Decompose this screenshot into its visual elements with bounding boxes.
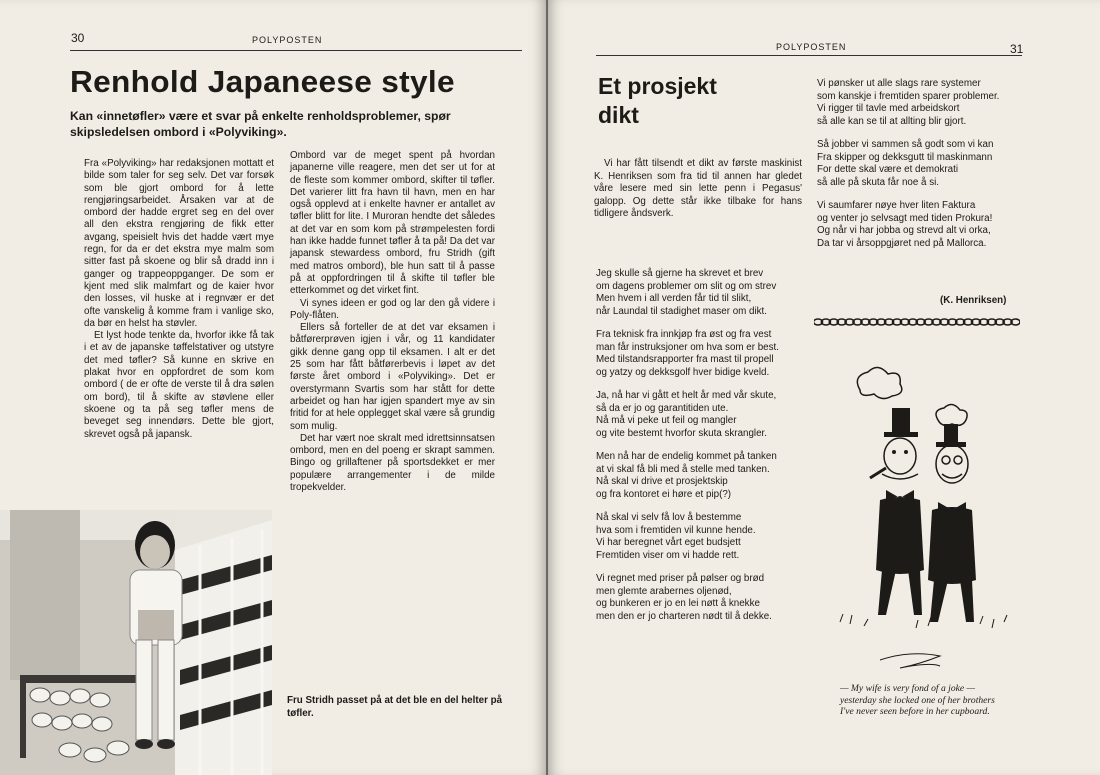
poem-stanza: Vi pønsker ut alle slags rare systemer som kanskje i fremtiden sparer problemer. Vi rigger til tavle med arbeidskort så alle kan se til at allting blir gjort. <box>817 78 1000 127</box>
photo-image <box>0 510 272 775</box>
poem-stanza: Vi saumfarer nøye hver liten Faktura og venter jo selvsagt med tiden Prokura! Og når vi har jobba og strevd alt vi orka, Da tar vi årsoppgjøret ned på Mallorca. <box>817 200 993 249</box>
poem-intro: Vi har fått tilsendt et dikt av første maskinist K. Henriksen som fra tid til annen har gledet våre lesere med sin lette penn i Pegasus' galopp. Og dette står ikke tilbake for hans tidligere åndsverk. <box>594 158 802 219</box>
article-paragraph: Det har vært noe skralt med idrettsinnsatsen ombord, men en del poeng er skrapt sammen. Bingo og grillaftener på sportsdekket er mer populære arrangementer i de milde tropekvelder. <box>290 432 495 494</box>
poem-stanza: Vi regnet med priser på pølser og brød men glemte arabernes oljenød, og bunkeren er jo en lei nøtt å knekke men den er jo charteren nødt til å dekke. <box>596 573 772 622</box>
article-paragraph: Et lyst hode tenkte da, hvorfor ikke få tak i et av de japanske tøffelstativer og utstyre det med tøfler? Så kunne en skrive en plakat hvor en oppfordret de som kom ombord ( de er ofte de verste til å dra sølen om bord), til å skifte av støvlene eller skoene og ta på seg tøfler mens de beveget seg innendørs. Dette ble gjort, skrevet også på japansk. <box>84 330 274 440</box>
article-column-2 <box>290 150 495 494</box>
cartoon-illustration <box>820 360 1020 680</box>
header-rule-right <box>596 55 1022 56</box>
poem-stanza: Jeg skulle så gjerne ha skrevet et brev om dagens problemer om slit og om strev Men hvem i all verden får tid til slikt, når Laundal til stadighet maser om dikt. <box>596 268 777 317</box>
header-rule <box>70 50 522 51</box>
article-headline: Renhold Japaneese style <box>70 64 455 99</box>
page-number: 30 <box>71 31 85 45</box>
article-paragraph: Ellers så forteller de at det var eksamen i båtførerprøven igjen i vår, og 11 kandidater gikk denne gang opp til eksamen. I alt er det 25 som har fått båtførerbevis i løpet av det første året ombord i «Polyviking». Det er overstyrmann Svartis som har stått for dette arbeidet og han har igjen spandert mye av sin fritid for at hele opplegget skal være så grundig som mulig. <box>290 322 495 432</box>
poem-stanza: Ja, nå har vi gått et helt år med vår skute, så da er jo og garantitiden ute. Nå må vi peke ut feil og mangler og vite bestemt hvorfor skuta skrangler. <box>596 390 777 439</box>
running-head-right: POLYPOSTEN <box>776 42 847 52</box>
poem-stanza: Så jobber vi sammen så godt som vi kan Fra skipper og dekksgutt til maskinmann For dette skal være et demokrati så alle på skuta får noe å si. <box>817 139 994 188</box>
article-paragraph: Vi synes ideen er god og lar den gå videre i Poly-flåten. <box>290 297 495 321</box>
cartoon-caption: — My wife is very fond of a joke — yesterday she locked one of her brothers I've never seen before in her cupboard. <box>840 683 995 717</box>
article-paragraph: Ombord var de meget spent på hvordan japanerne ville reagere, men det ser ut for at de fleste som kommer ombord, skifter til tøfler. Det varierer litt fra havn til havn, men en har også opplevd at i enkelte havner er antallet av tøfler blitt for lite. I Muroran hendte det således at det var en som kom på strømpelesten fordi han ikke hadde funnet tøfler å ta på! Da det var japansk stewardess ombord, fru Stridh (gift med matros ombord), ble hun satt til å passe på at oppfordringen til å skifte til tøfler ble etterkommet og det virket fint. <box>290 150 495 297</box>
article-column-1 <box>84 158 274 441</box>
photo-illustration <box>0 510 272 775</box>
article-standfirst: Kan «innetøfler» være et svar på enkelte renholdsproblemer, spør skipsledelsen ombord i «Polyviking». <box>70 109 451 139</box>
poem-column-1 <box>596 268 810 634</box>
photo-caption: Fru Stridh passet på at det ble en del helter på tøfler. <box>287 695 503 719</box>
page-number-right: 31 <box>1010 42 1024 56</box>
running-head: POLYPOSTEN <box>252 35 323 45</box>
poem-stanza: Men nå har de endelig kommet på tanken at vi skal få bli med å stelle med tanken. Nå skal vi drive et prosjektskip og fra kontoret ei høre et pip(?) <box>596 451 777 500</box>
poem-stanza: Nå skal vi selv få lov å bestemme hva som i fremtiden vil kunne hende. Vi har beregnet vårt eget budsjett Fremtiden viser om vi hadde rett. <box>596 512 756 561</box>
poem-title: Et prosjekt dikt <box>598 73 717 128</box>
article-paragraph: Fra «Polyviking» har redaksjonen mottatt et bilde som taler for seg selv. Det var forsøk som ble gjort ombord for å lette rengjøringsarbeidet. Årsaken var at de ombord der hadde ergret seg en del over all den ekstra rengjøring de fikk etter avgang, speisielt hvis det hadde vært mye regn, for da er det ekstra mye malm som sitter fast på skoene og blir så dradd inn i ganger og trappeoppganger. De som er kjent med slik malmfart og de kaier hvor den losses, vil huske at i regnvær er det ofte vanskelig å komme fram i vanlige sko, da bør en helst ha støvler. <box>84 158 274 329</box>
poem-stanza: Fra teknisk fra innkjøp fra øst og fra vest man får instruksjoner om hva som er best. Med tilstandsrapporter fra mast til propell og yatzy og dekksgolf hver bidige kveld. <box>596 329 779 378</box>
left-page <box>0 0 546 775</box>
chain-divider <box>814 317 1020 327</box>
poem-column-2 <box>817 78 1022 261</box>
poem-author: (K. Henriksen) <box>940 295 1007 306</box>
